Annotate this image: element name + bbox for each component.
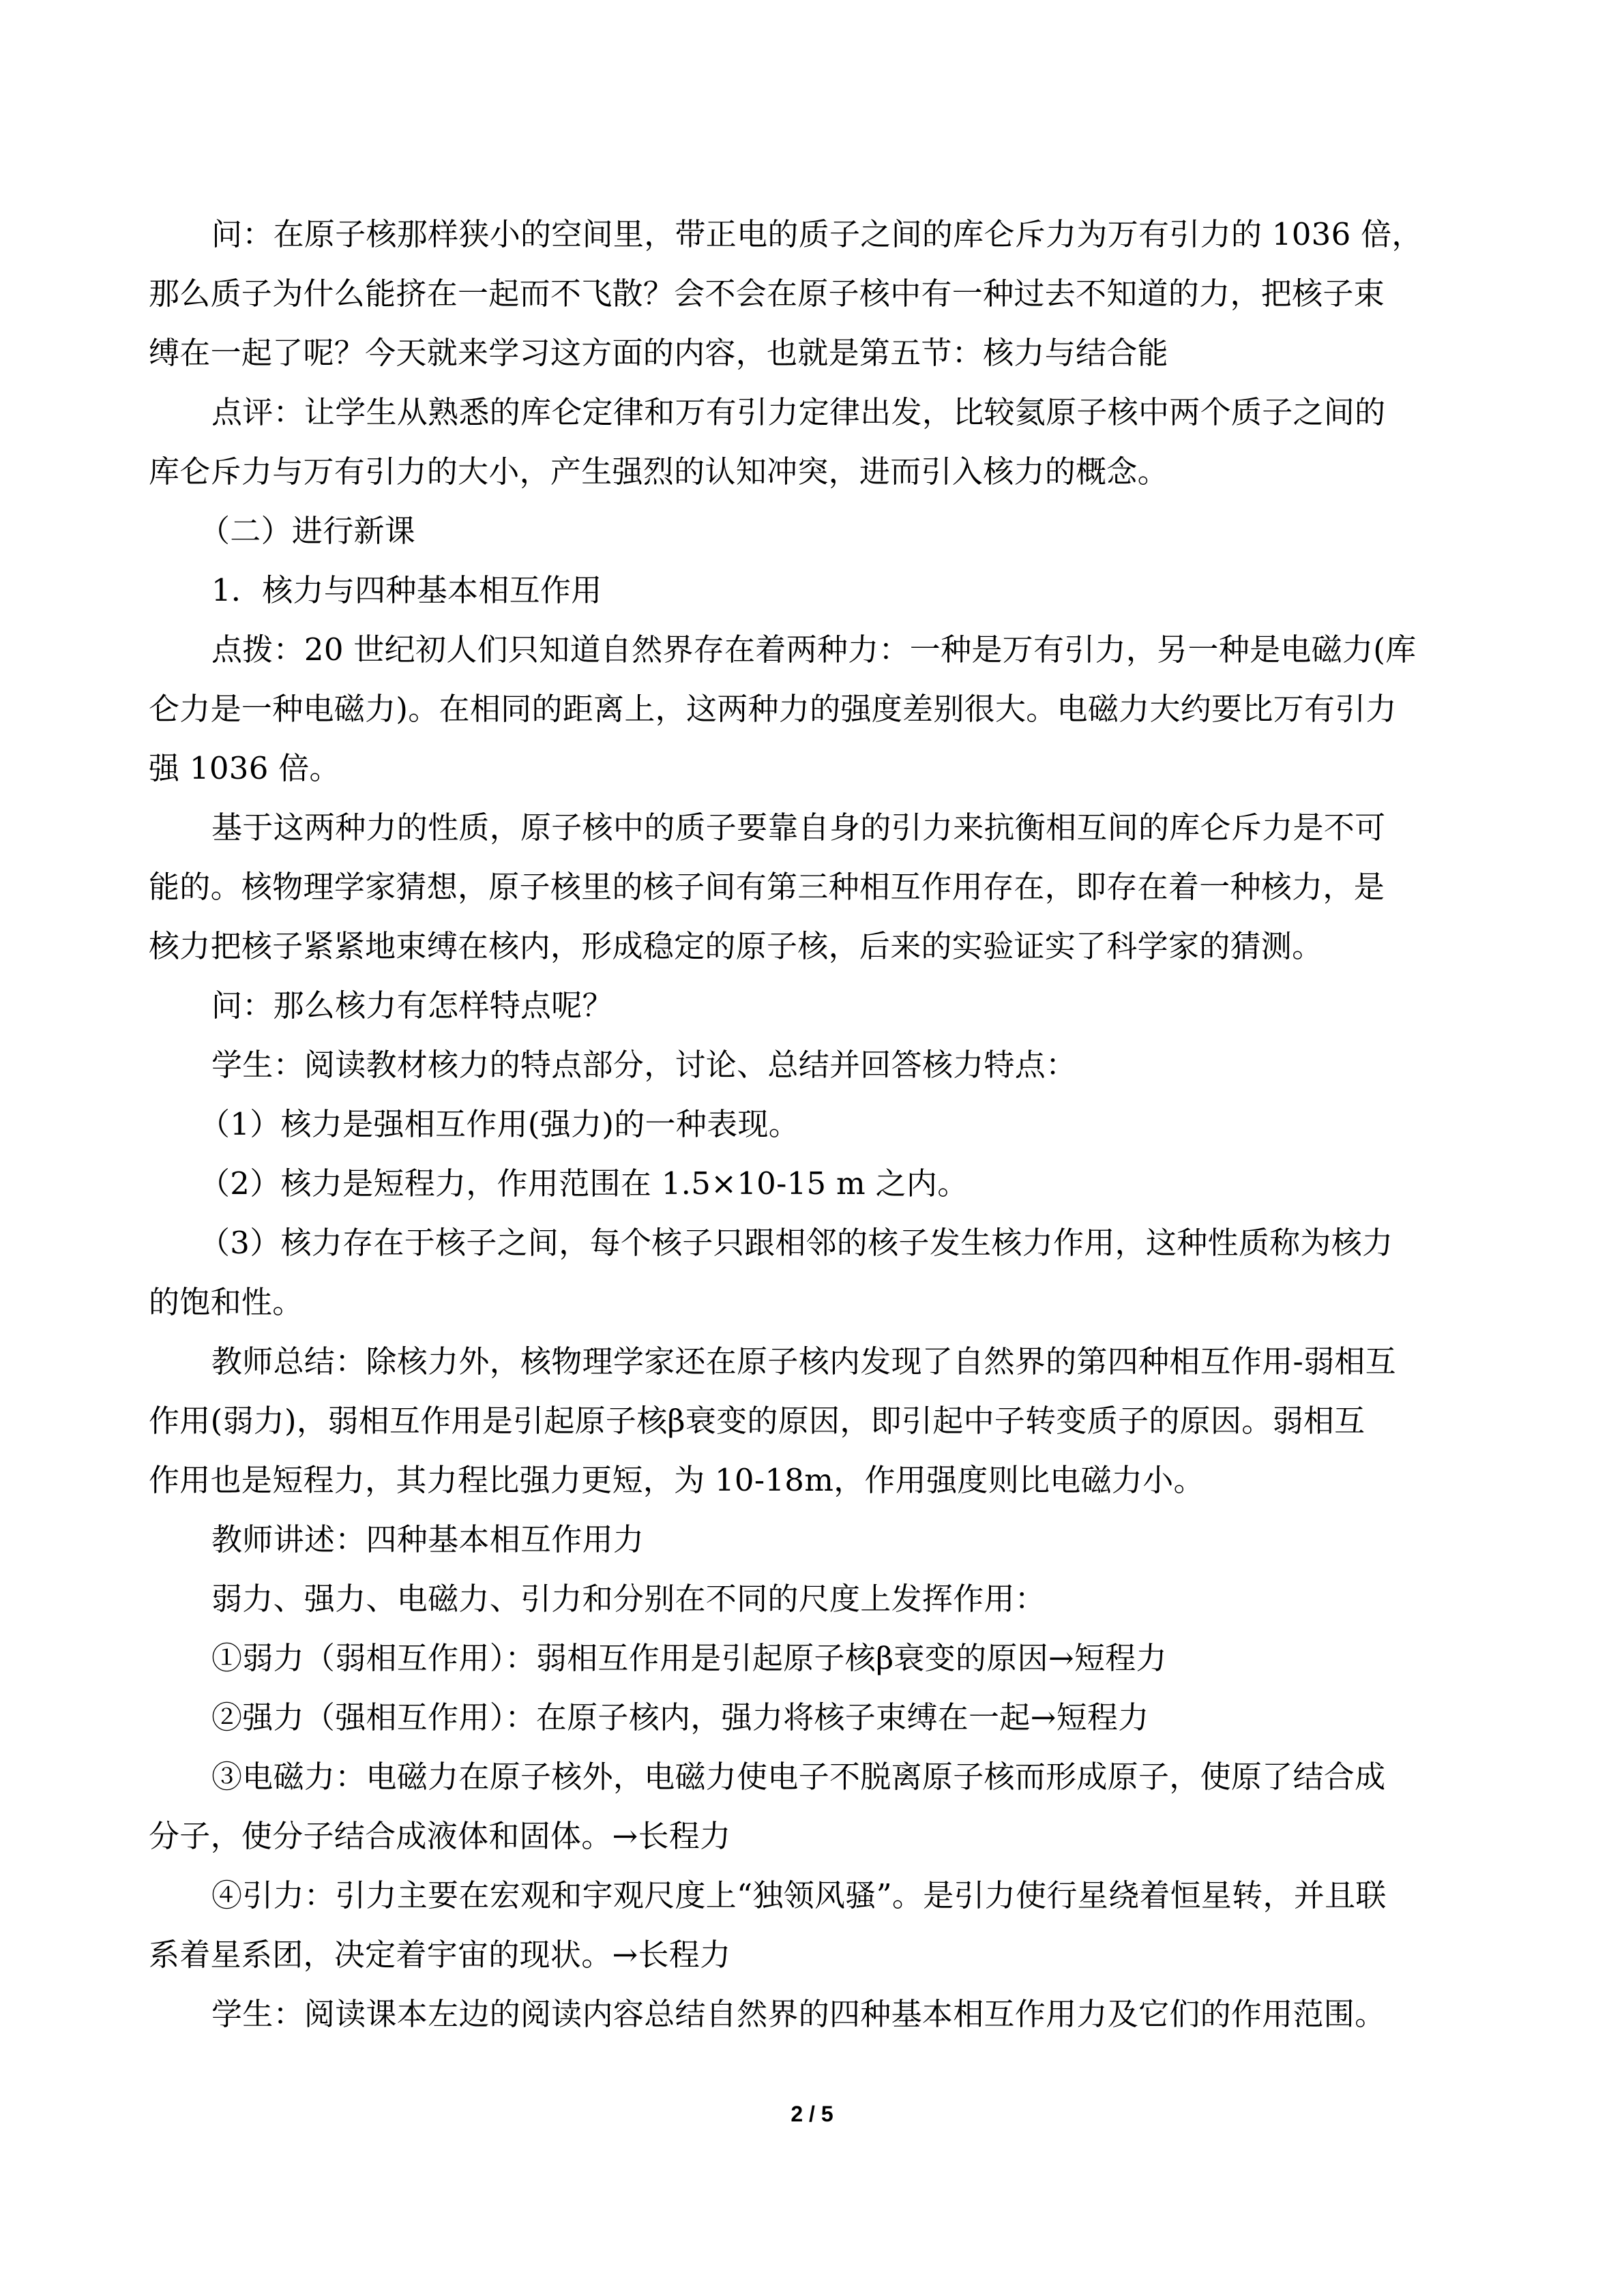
list-item: （1）核力是强相互作用(强力)的一种表现。 <box>199 1106 800 1142</box>
subsection-heading: 1．核力与四种基本相互作用 <box>211 572 602 608</box>
text-line: 作用(弱力)，弱相互作用是引起原子核β衰变的原因，即引起中子转变质子的原因。弱相互 <box>149 1403 1365 1439</box>
text-line: 弱力、强力、电磁力、引力和分别在不同的尺度上发挥作用： <box>211 1581 1046 1617</box>
text-line: 能的。核物理学家猜想，原子核里的核子间有第三种相互作用存在，即存在着一种核力，是 <box>149 869 1385 905</box>
list-item: ④引力：引力主要在宏观和宇观尺度上“独领风骚”。是引力使行星绕着恒星转，并且联 <box>211 1877 1387 1913</box>
text-line: 基于这两种力的性质，原子核中的质子要靠自身的引力来抗衡相互间的库仑斥力是不可 <box>211 809 1386 846</box>
text-line: 问：那么核力有怎样特点呢？ <box>211 987 613 1024</box>
list-item: ②强力（强相互作用）：在原子核内，强力将核子束缚在一起→短程力 <box>211 1699 1149 1735</box>
text-line: 缚在一起了呢？今天就来学习这方面的内容，也就是第五节：核力与结合能 <box>149 335 1168 371</box>
text-line: 仑力是一种电磁力)。在相同的距离上，这两种力的强度差别很大。电磁力大约要比万有引力 <box>149 691 1397 727</box>
text-line: 教师讲述：四种基本相互作用力 <box>211 1521 645 1557</box>
text-line: 的饱和性。 <box>149 1284 304 1320</box>
list-item: （3）核力存在于核子之间，每个核子只跟相邻的核子发生核力作用，这种性质称为核力 <box>199 1225 1393 1261</box>
section-heading: （二）进行新课 <box>199 513 416 549</box>
list-item: ①弱力（弱相互作用）：弱相互作用是引起原子核β衰变的原因→短程力 <box>211 1640 1167 1676</box>
text-line: 分子，使分子结合成液体和固体。→长程力 <box>149 1818 731 1854</box>
text-line: 那么质子为什么能挤在一起而不飞散？会不会在原子核中有一种过去不知道的力，把核子束 <box>149 275 1385 312</box>
list-item: ③电磁力：电磁力在原子核外，电磁力使电子不脱离原子核而形成原子，使原了结合成 <box>211 1759 1386 1795</box>
text-line: 学生：阅读教材核力的特点部分，讨论、总结并回答核力特点： <box>211 1047 1077 1083</box>
text-line: 教师总结：除核力外，核物理学家还在原子核内发现了自然界的第四种相互作用-弱相互 <box>211 1343 1396 1380</box>
page-number: 2 / 5 <box>791 2102 833 2126</box>
text-line: 作用也是短程力，其力程比强力更短，为 10-18m，作用强度则比电磁力小。 <box>149 1462 1205 1498</box>
list-item: （2）核力是短程力，作用范围在 1.5×10-15 m 之内。 <box>199 1165 969 1202</box>
text-line: 库仑斥力与万有引力的大小，产生强烈的认知冲突，进而引入核力的概念。 <box>149 453 1168 490</box>
text-line: 点评：让学生从熟悉的库仑定律和万有引力定律出发，比较氦原子核中两个质子之间的 <box>211 394 1386 430</box>
text-line: 学生：阅读课本左边的阅读内容总结自然界的四种基本相互作用力及它们的作用范围。 <box>211 1996 1386 2032</box>
text-line: 强 1036 倍。 <box>149 750 340 786</box>
text-line: 核力把核子紧紧地束缚在核内，形成稳定的原子核，后来的实验证实了科学家的猜测。 <box>149 928 1323 964</box>
text-line: 系着星系团，决定着宇宙的现状。→长程力 <box>149 1937 731 1973</box>
text-line: 问：在原子核那样狭小的空间里，带正电的质子之间的库仑斥力为万有引力的 1036 倍， <box>211 216 1423 252</box>
document-body <box>149 205 1479 2044</box>
text-line: 点拨：20 世纪初人们只知道自然界存在着两种力：一种是万有引力，另一种是电磁力(库 <box>211 631 1417 668</box>
